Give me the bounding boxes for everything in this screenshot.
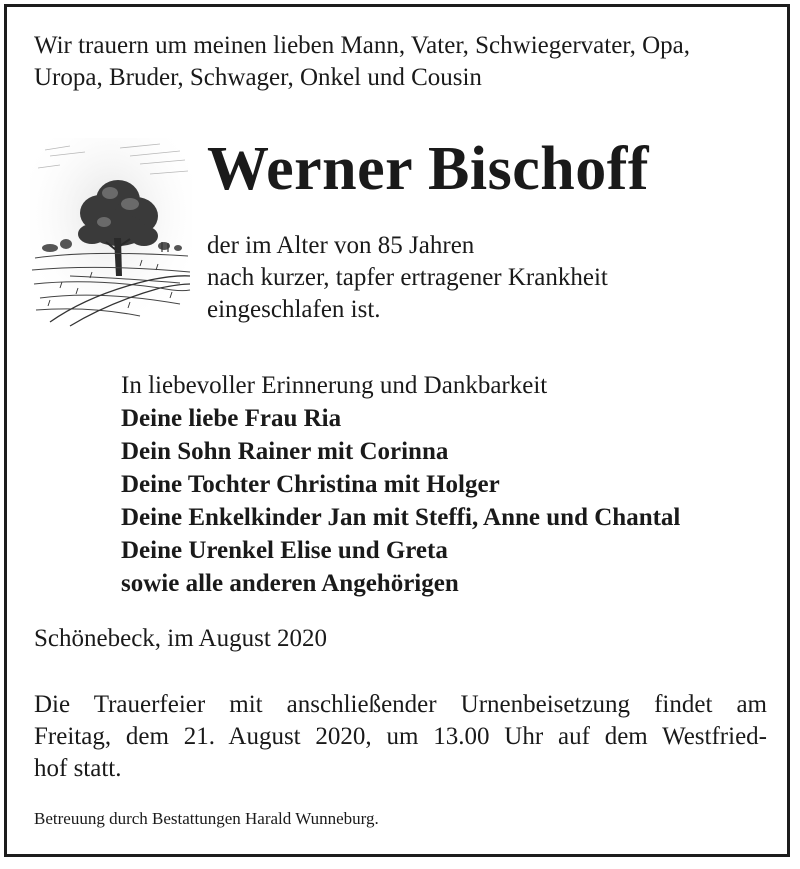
intro-line: Uropa, Bruder, Schwager, Onkel und Cousin <box>34 64 482 91</box>
family-member: Deine liebe Frau Ria <box>121 405 342 432</box>
family-member: Deine Tochter Christina mit Holger <box>121 471 500 498</box>
family-member: Deine Urenkel Elise und Greta <box>121 537 448 564</box>
family-member: Dein Sohn Rainer mit Corinna <box>121 438 449 465</box>
ceremony-text <box>34 689 767 785</box>
family-member: Deine Enkelkinder Jan mit Steffi, Anne und Chantal <box>121 504 681 531</box>
ceremony-line: hof statt. <box>34 755 122 782</box>
age-line: eingeschlafen ist. <box>207 296 381 323</box>
family-list <box>121 369 680 600</box>
age-line: der im Alter von 85 Jahren <box>207 232 475 259</box>
deceased-name: Werner Bischoff <box>207 135 650 203</box>
age-line: nach kurzer, tapfer ertragener Krankheit <box>207 264 608 291</box>
intro-line: Wir trauern um meinen lieben Mann, Vater, Schwiegervater, Opa, <box>34 32 691 59</box>
family-member: sowie alle anderen Angehörigen <box>121 570 459 597</box>
remembrance-line: In liebevoller Erinnerung und Dankbarkeit <box>121 372 548 399</box>
age-text <box>207 230 608 326</box>
ceremony-line: Die Trauerfeier mit anschließender Urnenbeisetzung findet am <box>34 691 767 718</box>
undertaker-note: Betreuung durch Bestattungen Harald Wunneburg. <box>34 809 379 828</box>
intro-text <box>34 30 774 94</box>
ceremony-line: Freitag, dem 21. August 2020, um 13.00 Uhr auf dem Westfried- <box>34 723 767 750</box>
tree-landscape-icon <box>30 138 192 328</box>
place-date: Schönebeck, im August 2020 <box>34 625 328 652</box>
